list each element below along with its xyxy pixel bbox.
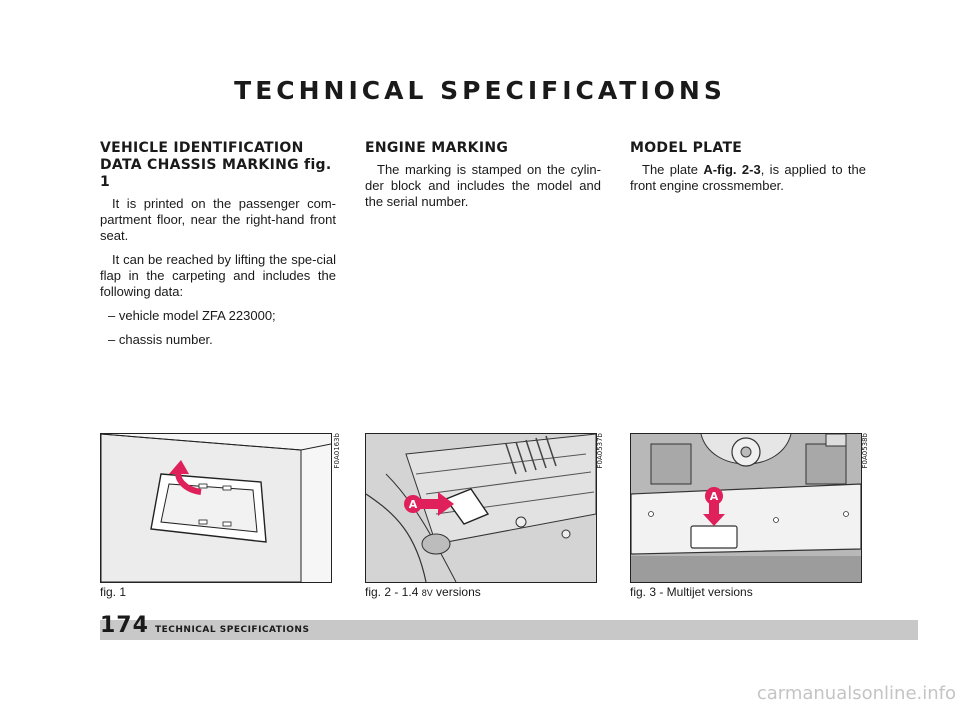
column-model-plate [630,140,866,202]
figure-3-illustration [630,433,862,583]
paragraph [630,162,866,194]
figure-1-caption [100,585,126,599]
caption-text: fig. 1 [100,585,127,599]
figure-3-code: F0A0538b [861,433,869,469]
marker-a-label: A [709,490,719,503]
figure-2-illustration [365,433,597,583]
figure-2-caption [365,585,481,599]
figure-2-code: F0A0537b [596,433,604,469]
section-heading-vehicle-identification: VEHICLE IDENTIFICATION DATA CHASSIS MARKING fig. 1 [100,140,332,190]
column-engine-marking [365,140,601,218]
paragraph: It can be reached by lifting the spe-cial flap in the carpeting and includes the following data: [100,252,336,299]
figure-reference: A-fig. 2-3 [703,162,761,177]
figure-1-illustration [100,433,332,583]
figure-3-caption [630,585,753,599]
list-item: – chassis number. [108,332,213,347]
section-heading-engine-marking: ENGINE MARKING [365,140,509,156]
paragraph: The marking is stamped on the cylin-der block and includes the model and the serial number. [365,162,601,209]
column-vehicle-identification [100,140,336,356]
figure-1-code: F0A0163b [333,433,341,469]
page-title: TECHNICAL SPECIFICATIONS [234,76,726,105]
caption-text: fig. 2 - 1.4 [365,585,422,599]
marker-a-label: A [408,498,418,511]
caption-text: fig. 3 - Multijet versions [630,585,753,599]
watermark: carmanualsonline.info [756,683,956,704]
paragraph: It is printed on the passenger com-partment floor, near the right-hand front seat. [100,196,336,243]
footer-section-title: TECHNICAL SPECIFICATIONS [155,625,310,635]
section-heading-model-plate: MODEL PLATE [630,140,743,156]
page-number: 174 [100,613,149,638]
paragraph-text: , is applied to the front engine crossmember. [630,162,866,193]
caption-small: 8V [421,588,433,598]
paragraph-text: The plate [642,162,704,177]
caption-text: versions [432,585,481,599]
list-item: – vehicle model ZFA 223000; [108,308,276,323]
